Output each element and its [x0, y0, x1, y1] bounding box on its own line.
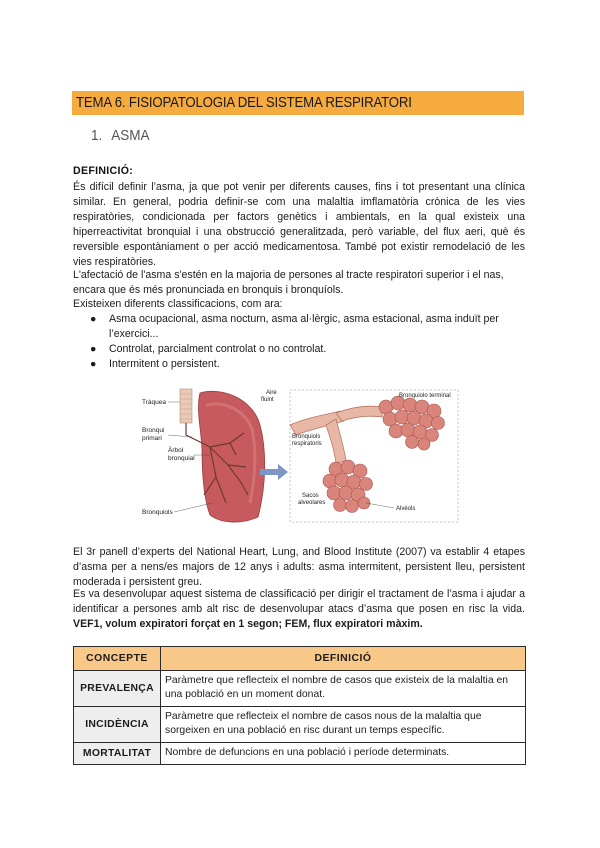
table-row: [74, 671, 526, 707]
term-cell: MORTALITAT: [74, 743, 161, 765]
term-cell: PREVALENÇA: [74, 671, 161, 707]
list-item-text: Asma ocupacional, asma nocturn, asma al·lèrgic, asma estacional, asma induït per l’exercici...: [109, 313, 499, 340]
epidemiology-table: [73, 646, 526, 765]
label-alveolar-sacs-2: alveolares: [298, 500, 326, 506]
section-title: ASMA: [111, 127, 150, 144]
label-alveolar-sacs-1: Sacos: [302, 493, 319, 499]
classifications-intro: Existeixen diferents classificacions, com ara:: [73, 298, 283, 310]
nhlbi-paragraph: El 3r panell d’experts del National Heart, Lung, and Blood Institute (2007) va establir 4 etapes d’asma per a nens/es majors de 12 anys i adults: asma intermitent, persistent lleu, persistent moderada i persistent greu.: [73, 546, 525, 588]
label-bronchial-tree-1: Àrbol: [168, 447, 184, 454]
lung-illustration: [140, 385, 460, 525]
label-primary-bronchus-1: Bronqui: [142, 427, 165, 434]
label-respiratory-bronchioles-1: Bronquiols: [292, 434, 321, 440]
classification-purpose-text: Es va desenvolupar aquest sistema de classificació per dirigir el tractament de l’asma i ajudar a identificar a persones amb alt risc de desenvolupar atacs d’asma que posen en risc la vida.: [73, 588, 525, 615]
label-alveoli: Alvèols: [396, 506, 416, 512]
definition-cell: Paràmetre que reflecteix el nombre de casos que existeix de la malaltia en una població en un moment donat.: [161, 671, 526, 707]
list-item: [73, 342, 525, 357]
table-row: [74, 743, 526, 765]
label-terminal-bronchiole: Bronquiolo terminal: [399, 393, 451, 399]
table-row: [74, 707, 526, 743]
header-definition: DEFINICIÓ: [161, 647, 526, 671]
definition-paragraph: És difícil definir l’asma, ja que pot venir per diferents causes, fins i tot presentant una clínica similar. En general, podria definir-se com una malaltia imflamatòria crònica de les vies respiratòries, condicionada per factors genètics i ambientals, en la qual existeix una hiperreactivitat bronquial i una obstrucció generalitzada, però variable, del flux aeri, què és reversible espontàniament o per acció medicamentosa. També pot existir remodelació de les vies respiratòries.: [73, 181, 525, 268]
label-bronchioles: Bronquiols: [142, 509, 173, 516]
chapter-title: TEMA 6. FISIOPATOLOGIA DEL SISTEMA RESPIRATORI: [76, 94, 412, 111]
label-airflow-2: fluint: [261, 397, 274, 403]
label-bronchial-tree-2: bronquial: [168, 455, 195, 462]
definition-cell: Paràmetre que reflecteix el nombre de casos nous de la malaltia que sorgeixen en una població en risc durant un temps específic.: [161, 707, 526, 743]
term-cell: INCIDÈNCIA: [74, 707, 161, 743]
label-respiratory-bronchioles-2: respiratoris: [292, 441, 322, 447]
classification-list: [73, 312, 525, 372]
classification-purpose-paragraph: [73, 587, 525, 632]
pointer-line: [174, 503, 212, 512]
definition-heading: DEFINICIÓ:: [73, 165, 134, 177]
list-item: [73, 312, 525, 342]
list-item-text: Intermitent o persistent.: [109, 358, 220, 370]
header-concept: CONCEPTE: [74, 647, 161, 671]
bullet-icon: ●: [90, 358, 97, 370]
list-item: [73, 357, 525, 372]
table-header-row: [74, 647, 526, 671]
label-primary-bronchus-2: primari: [142, 435, 162, 442]
affectation-paragraph: L'afectació de l'asma s'estén en la majoria de persones al tracte respiratori superior i el nas, encara que és més pronunciada en bronquis i bronquíols.: [73, 269, 504, 296]
list-item-text: Controlat, parcialment controlat o no controlat.: [109, 343, 327, 355]
bullet-icon: ●: [90, 313, 97, 325]
bullet-icon: ●: [90, 343, 97, 355]
section-number: 1.: [91, 127, 103, 144]
section-heading: [91, 127, 150, 144]
definition-cell: Nombre de defuncions en una població i període determinats.: [161, 743, 526, 765]
label-trachea: Tràquea: [142, 399, 166, 406]
abbreviations-note: VEF1, volum expiratori forçat en 1 segon; FEM, flux expiratori màxim.: [73, 618, 423, 630]
chapter-title-bar: [72, 91, 524, 115]
label-airflow-1: Aire: [266, 390, 277, 396]
